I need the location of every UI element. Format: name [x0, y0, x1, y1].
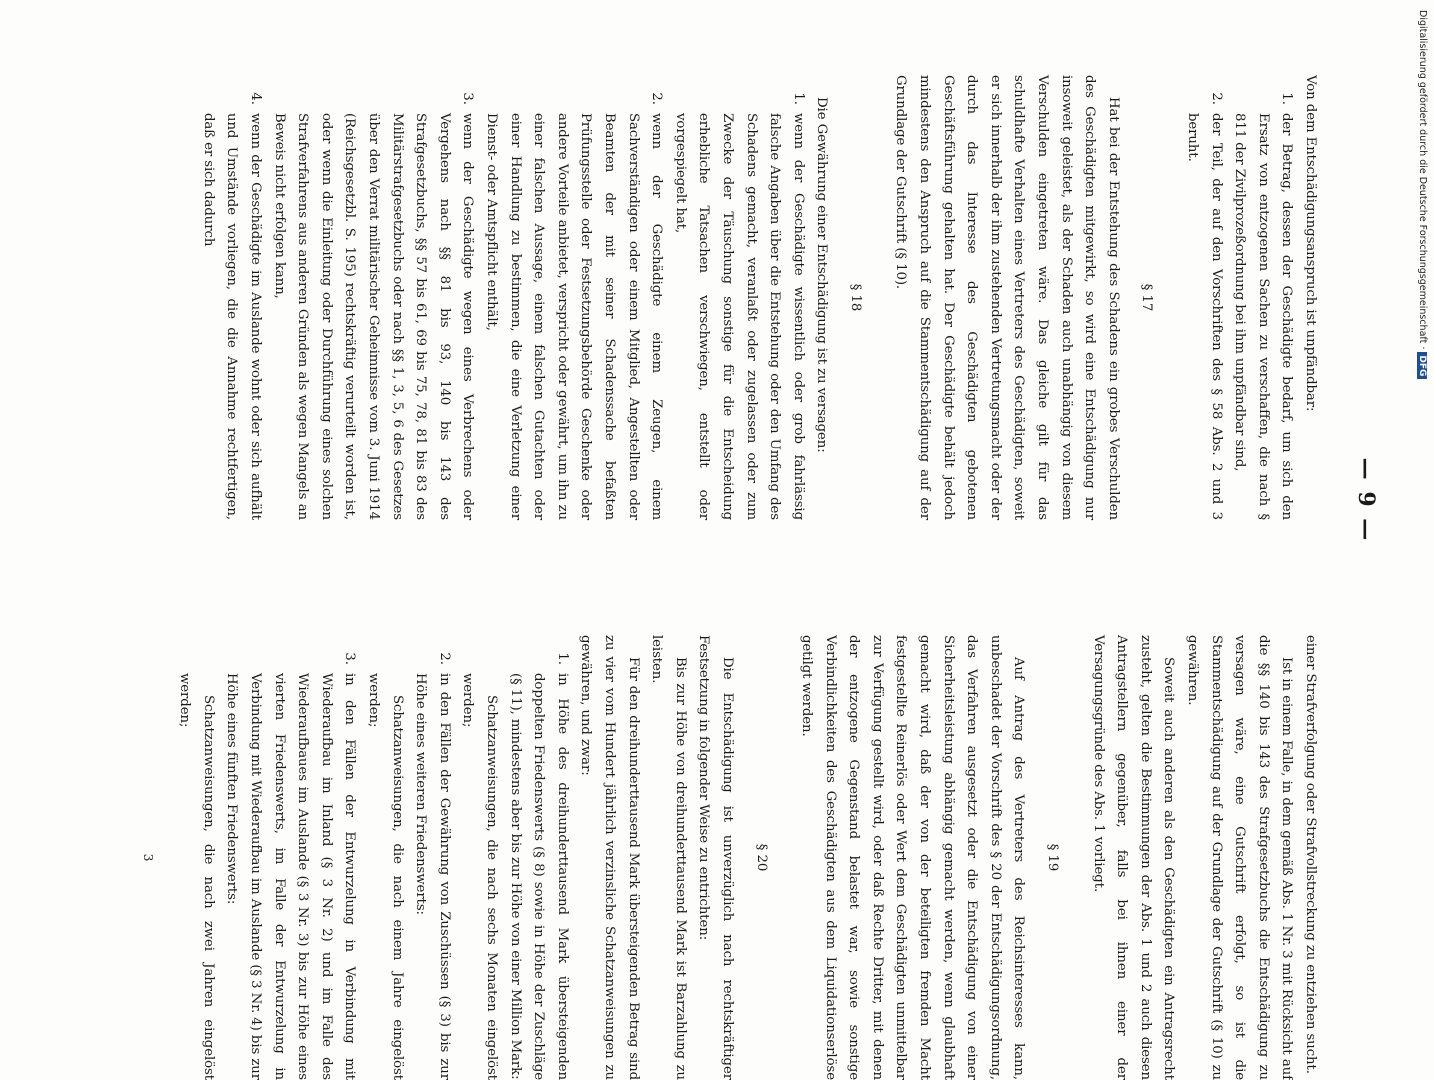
intro-paragraph: Von dem Entschädigungsanspruch ist unpfändbar: — [1303, 75, 1318, 412]
list-item-subtext: Schatzanweisungen, die nach einem Jahre eingelöst werden; — [366, 673, 405, 1080]
section-19-heading: § 19 — [1045, 843, 1061, 872]
list-item: 1. der Betrag, dessen der Geschädigte bedarf, um sich den Ersatz von entzogenen Sachen zu verschaffen, die nach § 811 der Zivilprozeßordnung bei ihm unpfändbar sind, — [1228, 109, 1299, 520]
section-18-heading: § 18 — [847, 283, 863, 312]
list-item: 4. wenn der Geschädigte im Auslande wohnt oder sich aufhält und Umstände vorliegen, die die Annahme rechtfertigen, daß er sich dadurch — [196, 109, 267, 520]
list-item-subtext: Schatzanweisungen, die nach zwei Jahren eingelöst werden; — [177, 673, 216, 1080]
list-item-text: in den Fällen der Entwurzelung in Verbindung mit Wiederaufbau im Inland (§ 3 Nr. 2) und im Falle des Wiederaufbaues im Auslande (§ 3 Nr. 3) bis zur Höhe eines vierten Friedenswerts, im Falle der Entwurzelung in Verbindung mit Wiederaufbau im Auslande (§ 3 Nr. 4) bis zur Höhe eines fünften Friedenswerts: — [224, 673, 358, 1080]
continuation-text: einer Strafverfolgung oder Strafvollstreckung zu entziehen sucht. — [1303, 635, 1318, 1074]
section-18-intro: Die Gewährung einer Entschädigung ist zu versagen: — [814, 97, 830, 453]
credit-text: Digitalisierung gefördert durch die Deutsche Forschungsgemeinschaft · — [1417, 10, 1428, 350]
paragraph: Die Entschädigung ist unverzüglich nach rechtskräftiger Festsetzung in folgender Weise zu entrichten: — [696, 635, 735, 1080]
list-item-text: in den Fällen der Gewährung von Zuschüssen (§ 3) bis zur Höhe eines weiteren Friedenswerts: — [413, 673, 452, 1080]
section-17-text: Hat bei der Entstehung des Schadens ein grobes Verschulden des Geschädigten mitgewirkt, so wird eine Entschädigung nur insoweit geleistet, als der Schaden auch unabhängig von diesem Verschulden eingetreten wäre. Das gleiche gilt für das schuldhafte Verhalten eines Vertreters des Geschädigten, soweit er sich innerhalb der ihm zustehenden Vertretungsmacht oder der durch das Interesse des Geschädigten gebotenen Geschäftsführung gehalten hat. Der Geschädigte behält jedoch mindestens den Anspruch auf die Stammentschädigung auf der Grundlage der Gutschrift (§ 10). — [893, 75, 1121, 520]
list-item — [173, 669, 362, 1080]
digitization-credit — [1417, 10, 1428, 379]
list-item-text: in Höhe des dreihunderttausend Mark übersteigenden doppelten Friedenswerts (§ 8) sowie in Höhe der Zuschläge (§ 11), mindestens aber bis zur Höhe von einer Million Mark: — [507, 673, 570, 1080]
page-number: — 9 — — [1353, 457, 1379, 543]
list-item-subtext: Schatzanweisungen, die nach sechs Monaten eingelöst werden; — [460, 673, 499, 1080]
section-20-heading: § 20 — [753, 843, 769, 872]
right-column — [135, 635, 1322, 1080]
paragraph: Bis zur Höhe von dreihunderttausend Mark ist Barzahlung zu leisten. — [649, 635, 688, 1080]
list-item: 1. wenn der Geschädigte wissentlich oder grob fahrlässig falsche Angaben über die Entstehung oder den Umfang des Schadens gemacht, veranlaßt oder zugelassen oder zum Zwecke der Täuschung sonstige für die Entscheidung erhebliche Tatsachen verschwiegen, entstellt oder vorgespiegelt hat, — [668, 109, 810, 520]
section-19-text: Auf Antrag des Vertreters des Reichsinteresses kann, unbeschadet der Vorschrift des § 20 der Entschädigungsordnung, das Verfahren ausgesetzt oder die Entschädigung von einer Sicherheitsleistung abhängig gemacht werden, wenn glaubhaft gemacht wird, daß der von der beteiligten fremden Macht festgestellte Reinerlös oder Wert dem Geschädigten unmittelbar zur Verfügung gestellt wird, oder daß Rechte Dritter, mit denen der entzogene Gegenstand belastet war, sowie sonstige Verbindlichkeiten des Geschädigten aus dem Liquidationserlöse getilgt werden. — [799, 635, 1027, 1080]
signature-mark: 3 — [140, 853, 155, 862]
paragraph: Ist in einem Falle, in dem gemäß Abs. 1 Nr. 3 mit Rücksicht auf die §§ 140 bis 143 des Strafgesetzbuchs die Entschädigung zu versagen wäre, eine Gutschrift erfolgt, so ist die Stammentschädigung auf der Grundlage der Gutschrift (§ 10) zu gewähren. — [1185, 635, 1295, 1080]
section-17-heading: § 17 — [1139, 283, 1155, 312]
paragraph: Für den dreihunderttausend Mark übersteigenden Betrag sind zu vier vom Hundert jährlich verzinsliche Schatzanweisungen zu gewähren, und zwar: — [578, 635, 641, 1080]
list-item: 3. wenn der Geschädigte wegen eines Verbrechens oder Vergehens nach §§ 81 bis 93, 140 bis 143 des Strafgesetzbuchs, §§ 57 bis 61, 69 bis 75, 78, 81 bis 83 des Militärstrafgesetzbuchs oder nach §§ 1, 3, 5, 6 des Gesetzes über den Verrat militärischer Geheimnisse vom 3. Juni 1914 (Reichsgesetzbl. S. 195) rechtskräftig verurteilt worden ist, oder wenn die Einleitung oder Durchführung eines solchen Strafverfahrens aus anderen Gründen als wegen Mangels an Beweis nicht erfolgen kann, — [267, 109, 479, 520]
versagung-list — [196, 75, 809, 520]
list-item — [361, 669, 455, 1080]
unpfaendbar-list — [1180, 75, 1298, 520]
list-item — [456, 669, 574, 1080]
list-item: 2. der Teil, der auf den Vorschriften des § 58 Abs. 2 und 3 beruht. — [1180, 109, 1227, 520]
dfg-logo-icon: DFG — [1417, 352, 1427, 379]
paragraph: Soweit auch anderen als den Geschädigten ein Antragsrecht zusteht, gelten die Bestimmungen der Abs. 1 und 2 auch diesen Antragstellern gegenüber, falls bei ihnen einer der Versagungsgründe des Abs. 1 vorliegt. — [1090, 635, 1177, 1080]
left-column — [196, 75, 1322, 520]
schatzanweisungen-list — [173, 635, 574, 1080]
list-item: 2. wenn der Geschädigte einem Zeugen, einem Sachverständigen oder einem Mitglied, Angestellten oder Beamten der mit seiner Schadenssache befaßten Prüfungsstelle oder Festsetzungsbehörde Geschenke oder andere Vorteile anbietet, verspricht oder gewährt, um ihn zu einer falschen Aussage, einem falschen Gutachten oder einer Handlung zu bestimmen, die eine Verletzung einer Dienst- oder Amtspflicht enthält, — [479, 109, 668, 520]
